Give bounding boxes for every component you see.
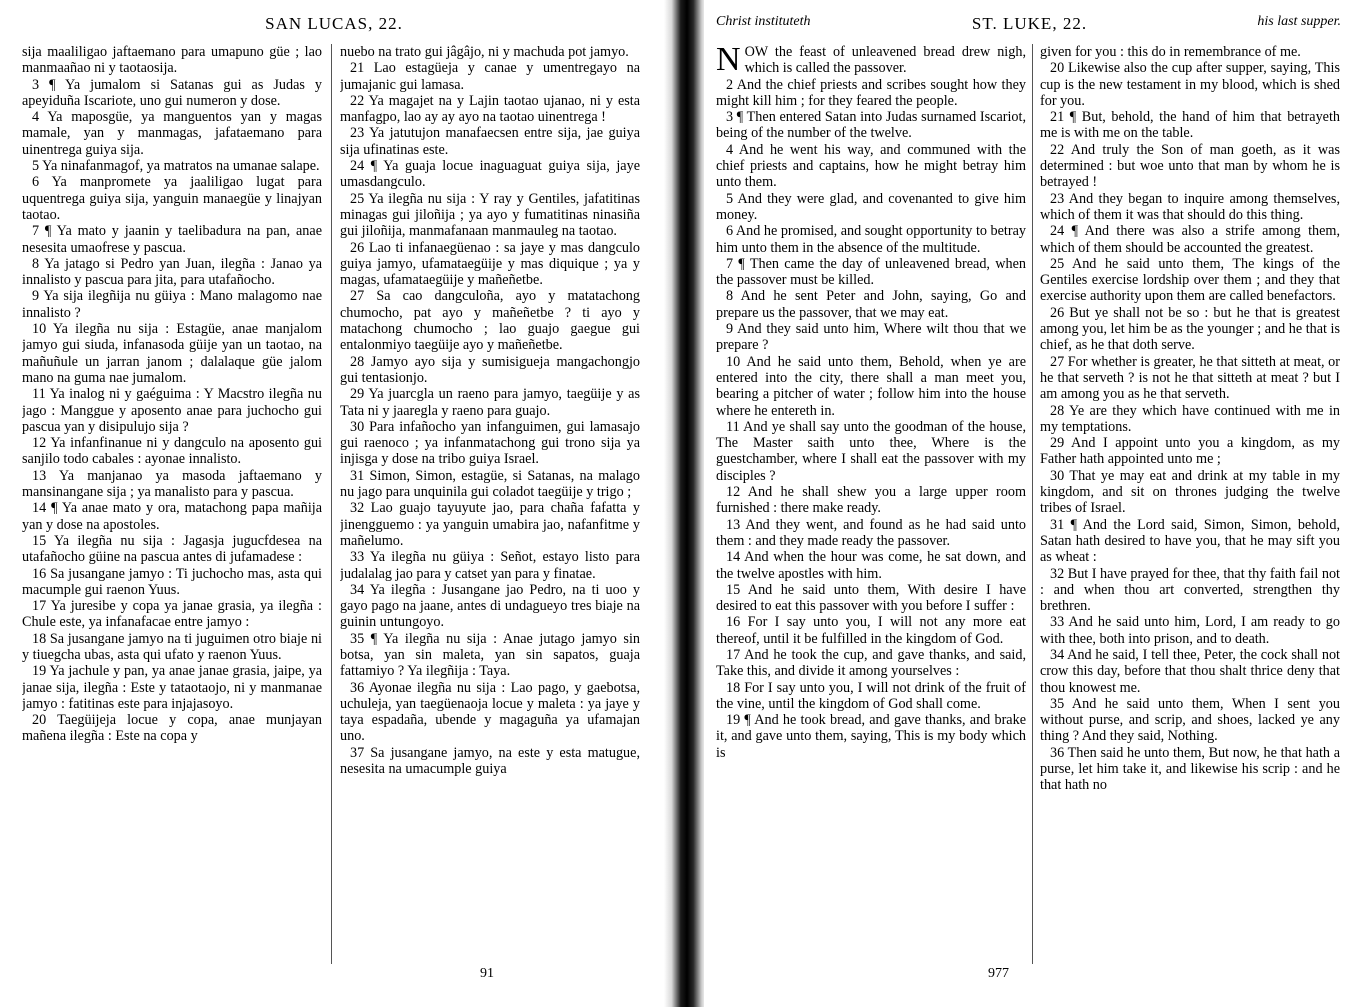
verse-paragraph: 30 Para infañocho yan infanguimen, gui lamasajo gui raenoco ; ya infanmatachong gui trono sija ya injisga y dose na tribo guiya Israel. <box>340 418 640 468</box>
verse-paragraph: 32 But I have prayed for thee, that thy faith fail not : and when thou art converted, strengthen thy brethren. <box>1040 565 1340 615</box>
verse-paragraph: 21 Lao estagüeja y canae y umentregayo na jumajanic gui lamasa. <box>340 60 640 93</box>
verse-paragraph: 30 That ye may eat and drink at my table in my kingdom, and sit on thrones judging the twelve tribes of Israel. <box>1040 467 1340 517</box>
right-page <box>704 0 1355 1007</box>
verse-paragraph: 15 Ya ilegña nu sija : Jagasja jugucfdesea na utafañocho güine na pascua antes di jufamadese : <box>22 532 322 566</box>
verse-paragraph: 32 Lao guajo tayuyute jao, para chaña fafatta y jinengguemo : ya yanguin umabira jao, nafanfitme y mañelumo. <box>340 500 640 549</box>
verse-paragraph: NOW the feast of unleavened bread drew nigh, which is called the passover. <box>716 44 1026 78</box>
verse-paragraph: 34 Ya ilegña : Jusangane jao Pedro, na ti uoo y gayo pago na jaane, antes di undagueyo tres biaje na guinin untungoyo. <box>340 581 640 631</box>
verse-paragraph: 29 Ya juarcgla un raeno para jamyo, taegüije y as Tata ni y jaaregla y raeno para guajo. <box>340 386 640 419</box>
verse-paragraph: 2 And the chief priests and scribes sought how they might kill him ; for they feared the people. <box>716 76 1026 109</box>
verse-paragraph: 27 Sa cao dangculoña, ayo y matatachong chumocho, pat ayo y mañeñetbe ? ti ayo y matachong chumocho ; lao guajo gaegue gui entalonmiyo taegüije ayo y mañeñetbe. <box>340 288 640 354</box>
verse-paragraph: 20 Likewise also the cup after supper, saying, This cup is the new testament in my blood, which is shed for you. <box>1040 60 1340 109</box>
verse-paragraph: 35 ¶ Ya ilegña nu sija : Anae jutago jamyo sin botsa, yan sin maleta, yan sin sapatos, guaja fattamiyo ? Ya ilegñija : Taya. <box>340 630 640 680</box>
verse-paragraph: 10 Ya ilegña nu sija : Estagüe, anae manjalom jamyo gui siuda, infanasoda güije yan un taotao, na mañuñule un jarran janom ; dalalaque güe jalom mano na guma nae jumalom. <box>22 321 322 386</box>
verse-paragraph: 5 And they were glad, and covenanted to give him money. <box>716 190 1026 223</box>
verse-paragraph: 4 And he went his way, and communed with the chief priests and captains, how he might betray him unto them. <box>716 141 1026 191</box>
verse-paragraph: nuebo na trato gui jâgâjo, ni y machuda pot jamyo. <box>340 44 629 60</box>
verse-paragraph: 16 Sa jusangane jamyo : Ti juchocho mas, asta qui macumple gui raenon Yuus. <box>22 565 322 598</box>
verse-paragraph: 7 ¶ Then came the day of unleavened bread, when the passover must be killed. <box>716 255 1026 289</box>
verse-paragraph: 25 Ya ilegña nu sija : Y ray y Gentiles, jafatitinas minagas gui jiloñija ; ya ayo y fumatitinas ninasiña gui jiloñija, manmafanaan manmauleg na taotao. <box>340 190 640 240</box>
verse-paragraph: 33 And he said unto him, Lord, I am ready to go with thee, both into prison, and to death. <box>1040 614 1340 647</box>
verse-paragraph: 23 And they began to inquire among themselves, which of them it was that should do this thing. <box>1040 190 1340 223</box>
page-number-right: 977 <box>988 966 1009 981</box>
verse-paragraph: 5 Ya ninafanmagof, ya matratos na umanae salape. <box>32 158 320 175</box>
verse-paragraph: 8 And he sent Peter and John, saying, Go and prepare us the passover, that we may eat. <box>716 288 1026 321</box>
column-left-2 <box>340 44 640 964</box>
verse-paragraph: 37 Sa jusangane jamyo, na este y esta matugue, nesesita na umacumple guiya <box>340 744 640 778</box>
running-head-left: Christ instituteth <box>716 14 811 29</box>
column-divider <box>1032 44 1033 964</box>
verse-paragraph: sija maaliligao jaftaemano para umapuno güe ; lao manmaañao ni y taotaosija. <box>22 44 322 77</box>
verse-paragraph: 31 ¶ And the Lord said, Simon, Simon, behold, Satan hath desired to have you, that he may sift you as wheat : <box>1040 516 1340 566</box>
verse-paragraph: 11 Ya inalog ni y gaéguima : Y Macstro ilegña nu jago : Manggue y aposento anae para juchocho gui pascua yan y disipulujo sija ? <box>22 386 322 435</box>
verse-paragraph: 17 And he took the cup, and gave thanks, and said, Take this, and divide it among yourselves : <box>716 646 1026 680</box>
verse-paragraph: 34 And he said, I tell thee, Peter, the cock shall not crow this day, before that thou shalt thrice deny that thou knowest me. <box>1040 646 1340 696</box>
verse-paragraph: 3 ¶ Ya jumalom si Satanas gui as Judas y apeyiduña Iscariote, uno gui numeron y dose. <box>22 76 322 109</box>
verse-paragraph: 3 ¶ Then entered Satan into Judas surnamed Iscariot, being of the number of the twelve. <box>716 109 1026 142</box>
verse-paragraph: 18 Sa jusangane jamyo na ti juguimen otro biaje ni y tiuegcha ubas, asta qui ufato y raenon Yuus. <box>22 630 322 663</box>
verse-paragraph: 36 Ayonae ilegña nu sija : Lao pago, y gaebotsa, uchuleja, yan taegüenaoja locue y maleta : ya jaye y taya espadaña, ubende y magaguña ya ufamajan uno. <box>340 679 640 745</box>
verse-paragraph: 22 Ya magajet na y Lajin taotao ujanao, ni y esta manfagpo, lao ay ay ayo na taotao uinentrega ! <box>340 92 640 126</box>
verse-paragraph: 36 Then said he unto them, But now, he that hath a purse, let him take it, and likewise his scrip : and he that hath no <box>1040 744 1340 794</box>
verse-paragraph: 14 And when the hour was come, he sat down, and the twelve apostles with him. <box>716 549 1026 582</box>
verse-paragraph: 26 But ye shall not be so : but he that is greatest among you, let him be as the younger ; and he that is chief, as he that doth serve. <box>1040 304 1340 354</box>
page-header-left: SAN LUCAS, 22. <box>265 14 403 33</box>
column-right-2 <box>1040 44 1340 964</box>
verse-paragraph: 16 For I say unto you, I will not any more eat thereof, until it be fulfilled in the kingdom of God. <box>716 614 1026 647</box>
verse-paragraph: 35 And he said unto them, When I sent you without purse, and scrip, and shoes, lacked ye any thing ? And they said, Nothing. <box>1040 695 1340 745</box>
column-left-1 <box>22 44 322 964</box>
verse-paragraph: 12 And he shall shew you a large upper room furnished : there make ready. <box>716 484 1026 517</box>
verse-paragraph: 13 And they went, and found as he had said unto them : and they made ready the passover. <box>716 516 1026 549</box>
verse-paragraph: 19 Ya jachule y pan, ya anae janae grasia, jaipe, ya janae sija, ilegña : Este y tataotaojo, ni y manmanae jamyo : fatitinas este para injajasoyo. <box>22 663 322 712</box>
verse-paragraph: 14 ¶ Ya anae mato y ora, matachong papa mañija yan y dose na apostoles. <box>22 500 322 533</box>
verse-paragraph: 29 And I appoint unto you a kingdom, as my Father hath appointed unto me ; <box>1040 435 1340 468</box>
verse-paragraph: 20 Taegüijeja locue y copa, anae munjayan mañena ilegña : Este na copa y <box>22 712 322 745</box>
running-head-right: his last supper. <box>1257 14 1341 29</box>
page-number-left: 91 <box>480 966 494 981</box>
verse-paragraph: 28 Ye are they which have continued with me in my temptations. <box>1040 402 1340 435</box>
verse-paragraph: 7 ¶ Ya mato y jaanin y taelibadura na pan, anae nesesita umaofrese y pascua. <box>22 223 322 256</box>
verse-paragraph: 22 And truly the Son of man goeth, as it was determined : but woe unto that man by whom he is betrayed ! <box>1040 141 1340 191</box>
verse-paragraph: 28 Jamyo ayo sija y sumisigueja mangachongjo gui tentasionjo. <box>340 353 640 386</box>
left-page <box>0 0 668 1007</box>
verse-paragraph: 10 And he said unto them, Behold, when ye are entered into the city, there shall a man meet you, bearing a pitcher of water ; follow him into the house where he entereth in. <box>716 353 1026 419</box>
verse-paragraph: given for you : this do in remembrance of me. <box>1040 44 1301 60</box>
verse-paragraph: 9 And they said unto him, Where wilt thou that we prepare ? <box>716 321 1026 354</box>
book-gutter <box>664 0 706 1007</box>
column-divider <box>331 44 332 964</box>
column-right-1 <box>716 44 1026 964</box>
verse-paragraph: 12 Ya infanfinanue ni y dangculo na aposento gui sanjilo todo cabales : ayonae innalisto. <box>22 435 322 468</box>
verse-paragraph: 13 Ya manjanao ya masoda jaftaemano y mansinangane sija ; ya manalisto para y pascua. <box>22 467 322 501</box>
verse-paragraph: 24 ¶ Ya guaja locue inaguaguat guiya sija, jaye umasdangculo. <box>340 158 640 191</box>
verse-paragraph: 26 Lao ti infanaegüenao : sa jaye y mas dangculo guiya jamyo, ufamataegüije y mas diquique ; ya y magas, ufamataegüije y mañeñetbe. <box>340 239 640 289</box>
verse-paragraph: 31 Simon, Simon, estagüe, si Satanas, na malago nu jago para unquinila gui coladot taegüije y trigo ; <box>340 467 640 501</box>
verse-paragraph: 33 Ya ilegña nu güiya : Señot, estayo listo para judalalag jao para y catset yan para y finatae. <box>340 549 640 582</box>
verse-paragraph: 9 Ya sija ilegñija nu güiya : Mano malagomo nae innalisto ? <box>22 288 322 321</box>
verse-paragraph: 17 Ya juresibe y copa ya janae grasia, ya ilegña : Chule este, ya infanafacae entre jamyo : <box>22 598 322 631</box>
verse-paragraph: 25 And he said unto them, The kings of the Gentiles exercise lordship over them ; and they that exercise authority upon them are called benefactors. <box>1040 255 1340 305</box>
verse-paragraph: 27 For whether is greater, he that sitteth at meat, or he that serveth ? is not he that sitteth at meat ? but I am among you as he that serveth. <box>1040 353 1340 403</box>
verse-paragraph: 19 ¶ And he took bread, and gave thanks, and brake it, and gave unto them, saying, This is my body which is <box>716 712 1026 761</box>
verse-paragraph: 6 Ya manpromete ya jaaliligao lugat para uquentrega guiya sija, yanguin manaegüe y linajyan taotao. <box>22 174 322 223</box>
verse-paragraph: 15 And he said unto them, With desire I have desired to eat this passover with you before I suffer : <box>716 581 1026 615</box>
verse-paragraph: 21 ¶ But, behold, the hand of him that betrayeth me is with me on the table. <box>1040 109 1340 142</box>
verse-paragraph: 23 Ya jatutujon manafaecsen entre sija, jae guiya sija ufinatinas este. <box>340 125 640 158</box>
verse-paragraph: 6 And he promised, and sought opportunity to betray him unto them in the absence of the multitude. <box>716 223 1026 256</box>
verse-paragraph: 18 For I say unto you, I will not drink of the fruit of the vine, until the kingdom of God shall come. <box>716 679 1026 712</box>
verse-paragraph: 11 And ye shall say unto the goodman of the house, The Master saith unto thee, Where is the guestchamber, where I shall eat the passover with my disciples ? <box>716 418 1026 484</box>
verse-paragraph: 4 Ya maposgüe, ya manguentos yan y magas mamale, yan y manmagas, jafataemano para uinentrega guiya sija. <box>22 109 322 158</box>
verse-paragraph: 24 ¶ And there was also a strife among them, which of them should be accounted the greatest. <box>1040 223 1340 256</box>
page-header-right: ST. LUKE, 22. <box>971 14 1088 33</box>
verse-paragraph: 8 Ya jatago si Pedro yan Juan, ilegña : Janao ya innalisto y pascua para jita, para utafañocho. <box>22 255 322 289</box>
